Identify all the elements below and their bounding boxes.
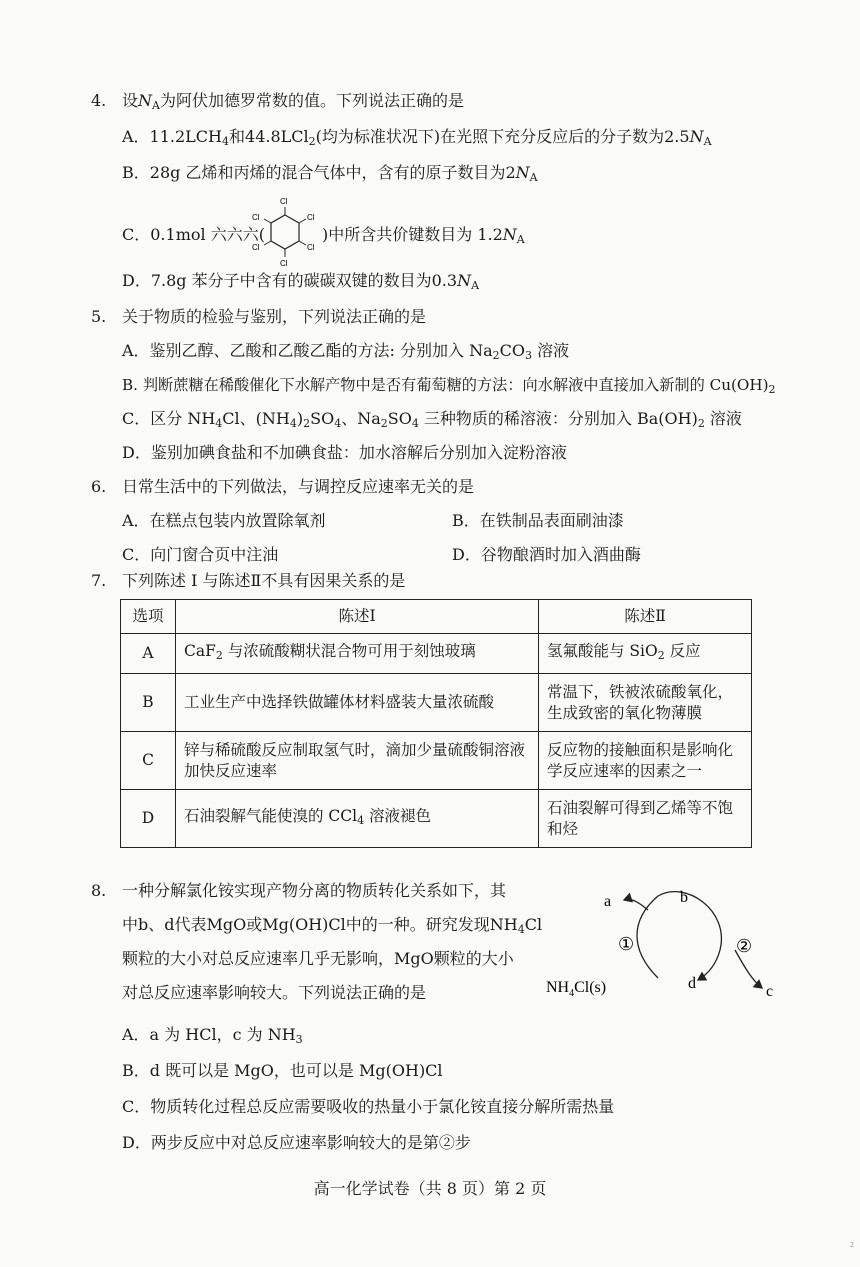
q5-option-c: C．区分 $NH_4Cl$、$(NH_4)_2SO_4$、$Na_2SO_4$ 三种物质的稀溶液：分别加入 $Ba(OH)_2$ 溶液 [122,409,742,430]
q5-option-d: D．鉴别加碘食盐和不加碘食盐：加水溶解后分别加入淀粉溶液 [122,443,567,462]
q5-stem: 关于物质的检验与鉴别，下列说法正确的是 [122,307,427,326]
table-cell-statement-2: 氢氟酸能与 SiO$_2$ 反应 [539,634,752,674]
table-cell-statement-1: 工业生产中选择铁做罐体材料盛装大量浓硫酸 [176,674,539,732]
hexachlorocyclohexane-structure [246,193,324,275]
table-cell-statement-2: 反应物的接触面积是影响化学反应速率的因素之一 [539,732,752,790]
diagram-label-nh4cl: $NH_4Cl(s)$ [546,979,607,999]
table-cell-statement-2: 石油裂解可得到乙烯等不饱和烃 [539,790,752,848]
q8-option-a: A．a 为 HCl，c 为 $NH_3$ [122,1025,303,1046]
q8-stem-line-2: 中b、d代表MgO或Mg(OH)Cl中的一种。研究发现$NH_4Cl$ [122,915,543,936]
table-cell-statement-2: 常温下，铁被浓硫酸氧化，生成致密的氧化物薄膜 [539,674,752,732]
q6-option-c: C．向门窗合页中注油 [122,545,279,564]
conversion-diagram [540,880,790,1010]
table-cell-statement-1: 石油裂解气能使溴的 CCl$_4$ 溶液褪色 [176,790,539,848]
q6-stem: 日常生活中的下列做法，与调控反应速率无关的是 [122,477,475,496]
table-cell-option: A [121,634,176,674]
q4-option-d: D．7.8g 苯分子中含有的碳碳双键的数目为$0.3N_A$ [122,271,480,292]
table-row [121,732,752,790]
table-cell-statement-1: 锌与稀硫酸反应制取氢气时，滴加少量硫酸铜溶液加快反应速率 [176,732,539,790]
q6-option-d: D．谷物酿酒时加入酒曲酶 [452,545,641,564]
step-1-marker: ① [618,934,635,955]
q8-option-c: C．物质转化过程总反应需要吸收的热量小于氯化铵直接分解所需热量 [122,1097,615,1116]
table-cell-option: B [121,674,176,732]
q7-table [120,599,752,848]
hex-label: Cl [307,213,315,222]
q7-stem: 下列陈述 I 与陈述Ⅱ不具有因果关系的是 [122,571,406,590]
q6-option-a: A．在糕点包装内放置除氧剂 [122,511,326,530]
table-cell-statement-1: CaF$_2$ 与浓硫酸糊状混合物可用于刻蚀玻璃 [176,634,539,674]
table-cell-option: D [121,790,176,848]
table-cell-option: C [121,732,176,790]
table-header-row [121,600,752,634]
hex-label: Cl [252,243,260,252]
q8-stem-line-3: 颗粒的大小对总反应速率几乎无影响，MgO颗粒的大小 [122,949,514,968]
diagram-label-d: d [688,975,696,992]
table-row [121,790,752,848]
hex-label: Cl [280,259,288,268]
page-footer: 高一化学试卷（共 8 页）第 2 页 [313,1179,547,1198]
q8-option-d: D．两步反应中对总反应速率影响较大的是第②步 [122,1133,471,1152]
diagram-label-c: c [766,983,774,1000]
q8-option-b: B．d 既可以是 MgO，也可以是 Mg(OH)Cl [122,1061,443,1080]
q5-option-b: B. 判断蔗糖在稀酸催化下水解产物中是否有葡萄糖的方法：向水解液中直接加入新制的 $Cu(OH)_2$ [122,376,776,396]
diagram-label-a: a [604,893,612,910]
diagram-label-b: b [680,889,688,906]
table-header-cell: 选项 [121,600,176,634]
q8-number: 8. [91,881,107,900]
q4-number: 4. [91,91,107,110]
hex-label: Cl [280,197,288,206]
q4-option-c-pre: C．0.1mol 六六六( [122,225,265,244]
q5-number: 5. [91,307,107,326]
q4-option-c-post: )中所含共价键数目为 $1.2N_A$ [322,225,525,246]
q8-stem-line-4: 对总反应速率影响较大。下列说法正确的是 [122,983,427,1002]
hex-label: Cl [252,213,260,222]
q4-option-b: B．28g 乙烯和丙烯的混合气体中，含有的原子数目为$2N_A$ [122,163,538,184]
table-header-cell: 陈述I [176,600,539,634]
q4-stem: 设$N_A$为阿伏加德罗常数的值。下列说法正确的是 [122,91,464,112]
q6-number: 6. [91,477,107,496]
q7-number: 7. [91,571,107,590]
q5-option-a: A．鉴别乙醇、乙酸和乙酸乙酯的方法: 分别加入 $Na_2CO_3$ 溶液 [122,341,570,362]
q6-option-b: B．在铁制品表面刷油漆 [452,511,624,530]
hex-label: Cl [307,243,315,252]
q8-stem-line-1: 一种分解氯化铵实现产物分离的物质转化关系如下，其 [122,881,507,900]
corner-mark: 2 [850,1242,854,1249]
table-row [121,634,752,674]
step-2-marker: ② [736,936,753,957]
table-header-cell: 陈述Ⅱ [539,600,752,634]
q4-option-a: A．$11.2LCH_4$和44.8LCl$_2$(均为标准状况下)在光照下充分反应后的分子数为$2.5N_A$ [122,127,712,148]
table-row [121,674,752,732]
